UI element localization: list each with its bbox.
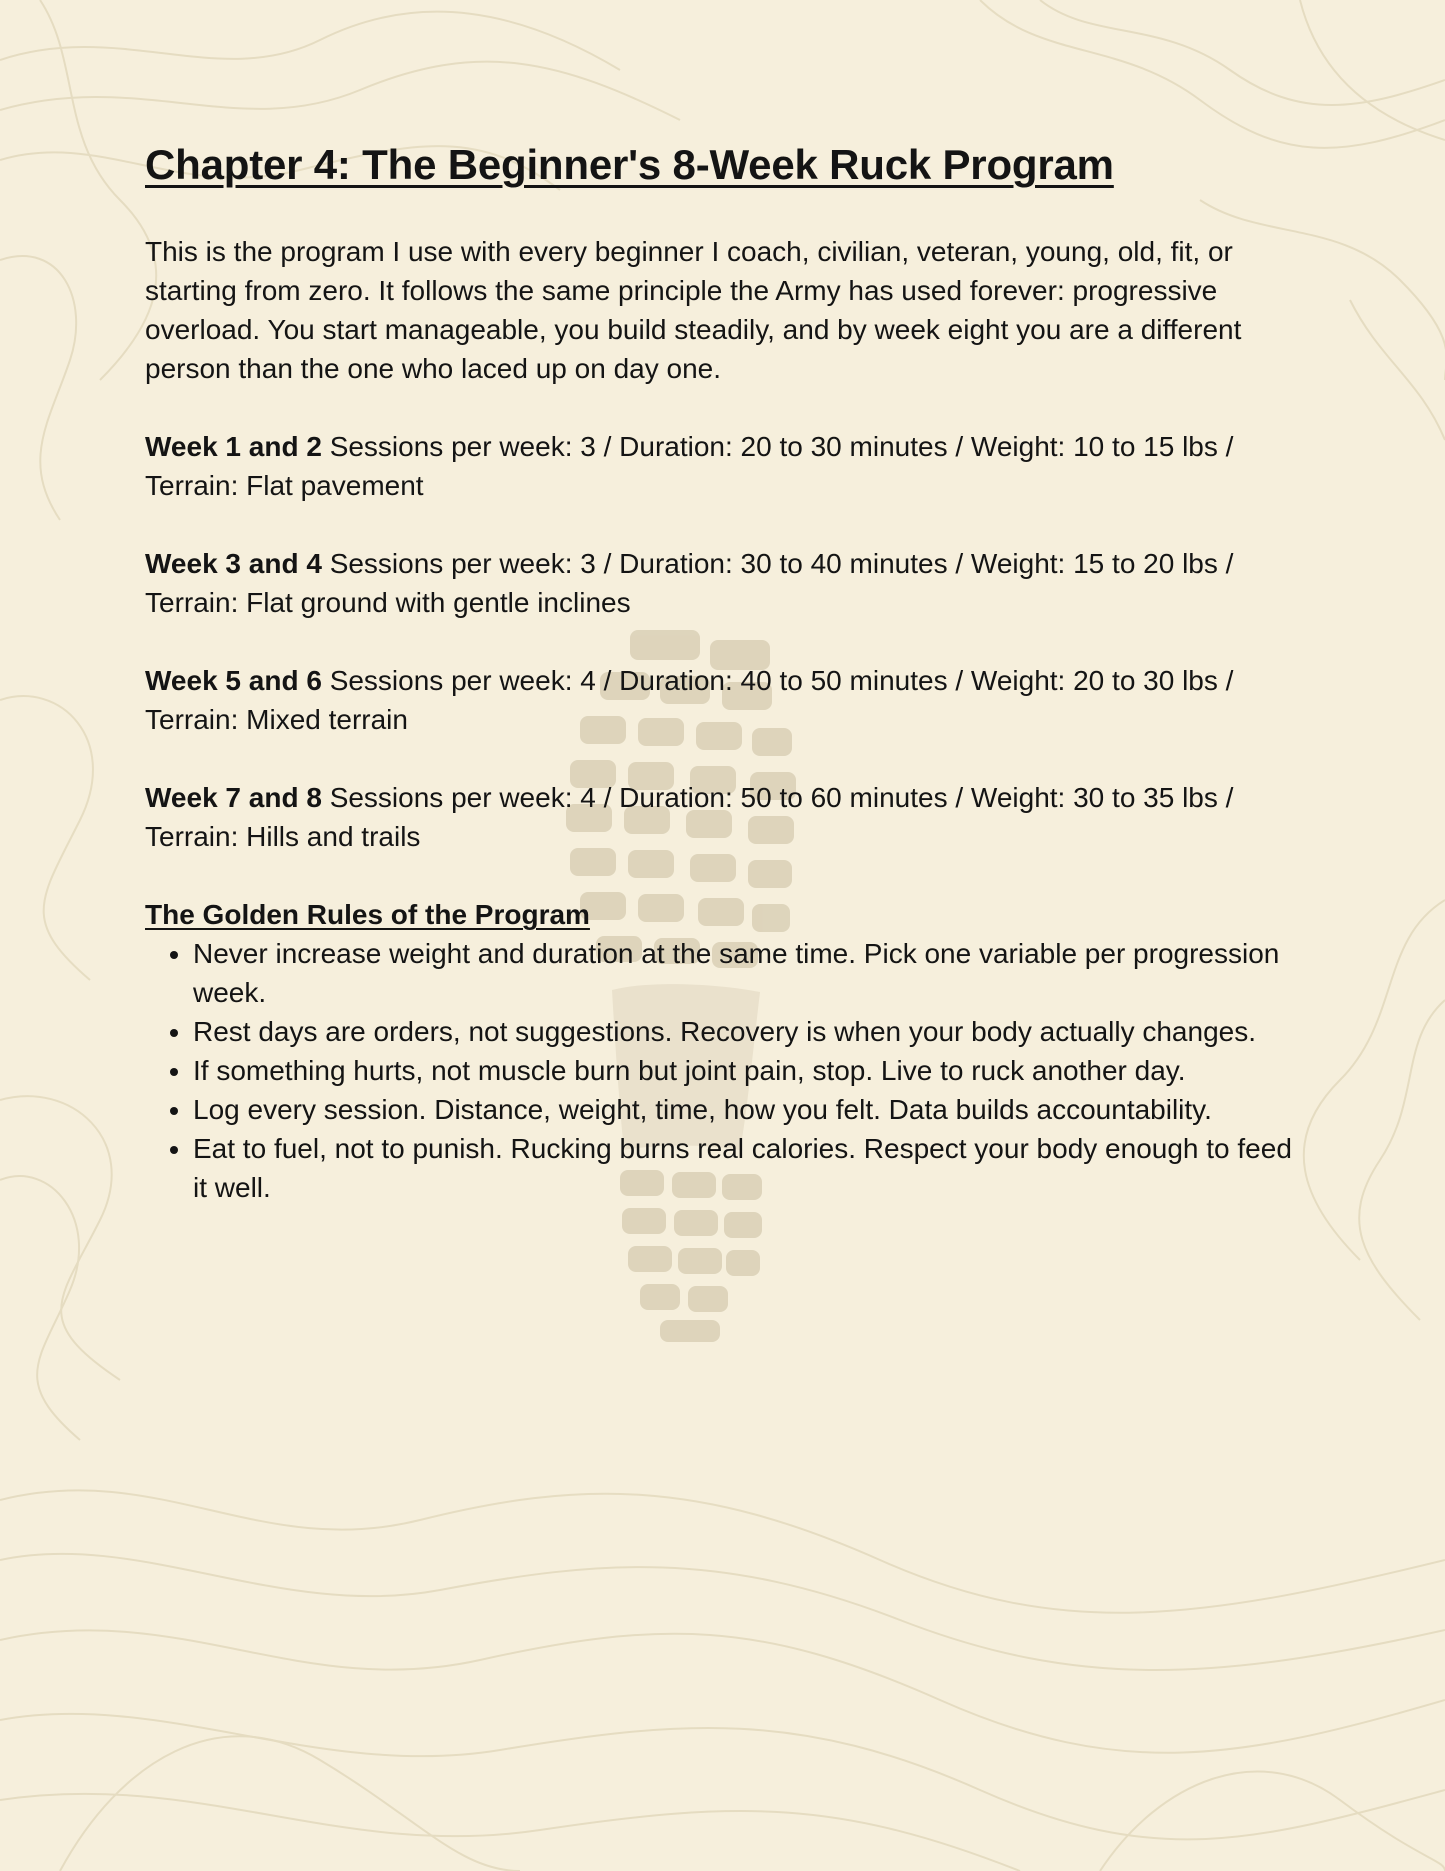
chapter-title: Chapter 4: The Beginner's 8-Week Ruck Program [145, 141, 1114, 188]
rules-list [145, 934, 1305, 1207]
week-details: Sessions per week: 4 / Duration: 50 to 60 minutes / Weight: 30 to 35 lbs / Terrain: Hills and trails [145, 782, 1234, 853]
document-page [145, 140, 1305, 1207]
week-details: Sessions per week: 3 / Duration: 20 to 30 minutes / Weight: 10 to 15 lbs / Terrain: Flat pavement [145, 431, 1234, 502]
rule-item: • Log every session. Distance, weight, time, how you felt. Data builds accountability. [193, 1090, 1305, 1129]
week-label: Week 1 and 2 [145, 431, 322, 463]
rule-item: • Never increase weight and duration at the same time. Pick one variable per progression week. [193, 934, 1305, 1012]
rule-item: • Eat to fuel, not to punish. Rucking burns real calories. Respect your body enough to feed it well. [193, 1129, 1305, 1207]
week-details: Sessions per week: 3 / Duration: 30 to 40 minutes / Weight: 15 to 20 lbs / Terrain: Flat ground with gentle inclines [145, 548, 1234, 619]
week-label: Week 5 and 6 [145, 665, 322, 697]
intro-paragraph: This is the program I use with every beginner I coach, civilian, veteran, young, old, fit, or starting from zero. It follows the same principle the Army has used forever: progressive overload. You start manageable, you build steadily, and by week eight you are a different person than the one who laced up on day one. [145, 236, 1242, 385]
week-block-7-8 [145, 778, 1305, 856]
week-details: Sessions per week: 4 / Duration: 40 to 50 minutes / Weight: 20 to 30 lbs / Terrain: Mixed terrain [145, 665, 1234, 736]
rule-item: • Rest days are orders, not suggestions. Recovery is when your body actually changes. [193, 1012, 1305, 1051]
rule-item: • If something hurts, not muscle burn but joint pain, stop. Live to ruck another day. [193, 1051, 1305, 1090]
week-label: Week 3 and 4 [145, 548, 322, 580]
week-block-5-6 [145, 661, 1305, 739]
week-label: Week 7 and 8 [145, 782, 322, 814]
rules-heading: The Golden Rules of the Program [145, 899, 590, 931]
week-block-1-2 [145, 427, 1305, 505]
week-block-3-4 [145, 544, 1305, 622]
